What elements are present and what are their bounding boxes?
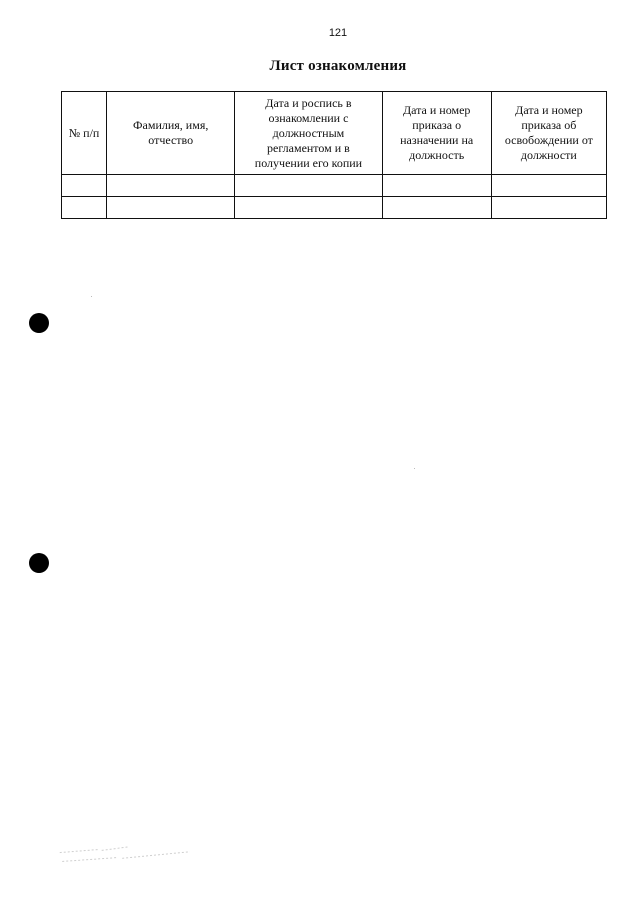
table-row: [62, 197, 607, 219]
table-cell: [62, 175, 107, 197]
faded-stamp-mark: [57, 839, 198, 871]
scan-speck: [91, 296, 92, 297]
table-header-row: [62, 92, 607, 175]
column-header-dismissal-order: Дата и номер приказа об освобождении от должности: [491, 92, 606, 175]
table-row: [62, 175, 607, 197]
punch-hole: [29, 313, 49, 333]
scan-speck: [414, 468, 415, 469]
punch-hole: [29, 553, 49, 573]
acknowledgement-table: [61, 91, 607, 219]
table-cell: [107, 197, 235, 219]
page-number: 121: [328, 27, 348, 39]
table-cell: [382, 175, 491, 197]
table-cell: [491, 197, 606, 219]
table-cell: [491, 175, 606, 197]
document-title: Лист ознакомления: [269, 58, 407, 74]
column-header-number: № п/п: [62, 92, 107, 175]
table-cell: [382, 197, 491, 219]
table-cell: [62, 197, 107, 219]
table-cell: [235, 197, 382, 219]
faded-stamp-marks: [57, 839, 198, 868]
column-header-appointment-order: Дата и номер приказа о назначении на должность: [382, 92, 491, 175]
table-cell: [235, 175, 382, 197]
column-header-full-name: Фамилия, имя, отчество: [107, 92, 235, 175]
column-header-acknowledgement-date-signature: Дата и роспись в ознакомлении с должностным регламентом и в получении его копии: [235, 92, 382, 175]
table-cell: [107, 175, 235, 197]
